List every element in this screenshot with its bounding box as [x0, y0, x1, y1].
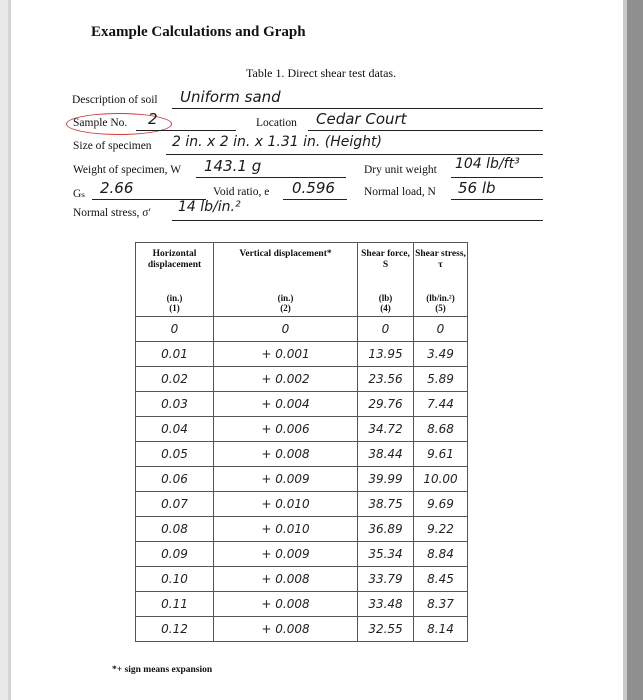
cell-horizontal-displacement: 0.06	[136, 467, 214, 492]
cell-vertical-displacement: + 0.010	[214, 492, 358, 517]
cell-shear-force: 23.56	[358, 367, 414, 392]
weight-line	[196, 177, 346, 178]
weight-value: 143.1 g	[204, 157, 262, 175]
cell-shear-force: 39.99	[358, 467, 414, 492]
table-row	[136, 442, 468, 467]
description-value: Uniform sand	[180, 88, 281, 106]
cell-horizontal-displacement: 0.11	[136, 592, 214, 617]
void-ratio-value: 0.596	[292, 179, 335, 197]
col-header-shear-force: Shear force, S	[358, 243, 414, 288]
table-row	[136, 367, 468, 392]
normal-stress-label: Normal stress, σ′	[73, 207, 152, 219]
col-unit-shear-force	[358, 287, 414, 317]
cell-shear-force: 13.95	[358, 342, 414, 367]
location-line	[308, 130, 543, 131]
description-line	[172, 108, 543, 109]
table-row	[136, 592, 468, 617]
cell-vertical-displacement: + 0.006	[214, 417, 358, 442]
cell-shear-force: 38.44	[358, 442, 414, 467]
cell-horizontal-displacement: 0.12	[136, 617, 214, 642]
normal-load-label: Normal load, N	[364, 186, 436, 198]
cell-vertical-displacement: + 0.009	[214, 542, 358, 567]
col-number: (5)	[435, 303, 446, 313]
void-ratio-label: Void ratio, e	[213, 186, 270, 198]
gs-value: 2.66	[100, 179, 134, 197]
col-unit-vertical	[214, 287, 358, 317]
cell-shear-stress: 10.00	[414, 467, 468, 492]
cell-vertical-displacement: + 0.001	[214, 342, 358, 367]
cell-shear-stress: 8.14	[414, 617, 468, 642]
col-unit-shear-stress	[414, 287, 468, 317]
table-row	[136, 492, 468, 517]
cell-vertical-displacement: + 0.009	[214, 467, 358, 492]
cell-vertical-displacement: 0	[214, 317, 358, 342]
col-header-vertical: Vertical displacement*	[214, 243, 358, 288]
normal-stress-line	[172, 220, 543, 221]
page-edge-left-shadow	[8, 0, 11, 700]
unit-text: (in.)	[166, 293, 183, 303]
unit-text: (lb)	[378, 293, 393, 303]
table-row	[136, 342, 468, 367]
cell-shear-force: 38.75	[358, 492, 414, 517]
table-row	[136, 467, 468, 492]
dry-unit-line	[451, 177, 543, 178]
size-line	[166, 154, 543, 155]
cell-shear-stress: 3.49	[414, 342, 468, 367]
gs-label: Gₛ	[73, 188, 86, 200]
table-unit-row	[136, 287, 468, 317]
table-caption: Table 1. Direct shear test datas.	[246, 66, 397, 80]
cell-horizontal-displacement: 0.07	[136, 492, 214, 517]
cell-vertical-displacement: + 0.008	[214, 442, 358, 467]
cell-horizontal-displacement: 0	[136, 317, 214, 342]
normal-load-value: 56 lb	[458, 179, 496, 197]
table-row	[136, 542, 468, 567]
col-number: (4)	[380, 303, 391, 313]
cell-shear-force: 29.76	[358, 392, 414, 417]
cell-shear-stress: 8.84	[414, 542, 468, 567]
cell-shear-stress: 5.89	[414, 367, 468, 392]
cell-vertical-displacement: + 0.008	[214, 567, 358, 592]
void-ratio-line	[283, 199, 347, 200]
cell-shear-force: 33.79	[358, 567, 414, 592]
cell-shear-force: 36.89	[358, 517, 414, 542]
dry-unit-label: Dry unit weight	[364, 164, 437, 176]
unit-text: (in.)	[277, 293, 294, 303]
sample-line	[136, 130, 236, 131]
col-header-horizontal: Horizontal displacement	[136, 243, 214, 288]
table-row	[136, 617, 468, 642]
cell-vertical-displacement: + 0.008	[214, 617, 358, 642]
weight-label: Weight of specimen, W	[73, 164, 182, 176]
col-header-shear-stress: Shear stress, τ	[414, 243, 468, 288]
page-edge-left	[0, 0, 8, 700]
cell-shear-stress: 7.44	[414, 392, 468, 417]
cell-horizontal-displacement: 0.01	[136, 342, 214, 367]
table-row	[136, 567, 468, 592]
cell-shear-stress: 9.61	[414, 442, 468, 467]
table-row	[136, 517, 468, 542]
cell-shear-stress: 8.68	[414, 417, 468, 442]
table-row	[136, 317, 468, 342]
cell-horizontal-displacement: 0.08	[136, 517, 214, 542]
size-value: 2 in. x 2 in. x 1.31 in. (Height)	[172, 134, 382, 150]
sample-label: Sample No.	[73, 117, 128, 129]
cell-vertical-displacement: + 0.008	[214, 592, 358, 617]
cell-vertical-displacement: + 0.010	[214, 517, 358, 542]
cell-vertical-displacement: + 0.002	[214, 367, 358, 392]
scrollbar-track[interactable]	[627, 0, 643, 700]
cell-shear-stress: 8.37	[414, 592, 468, 617]
size-label: Size of specimen	[73, 140, 152, 152]
table-header-row	[136, 243, 468, 288]
cell-shear-stress: 9.22	[414, 517, 468, 542]
cell-horizontal-displacement: 0.09	[136, 542, 214, 567]
location-label: Location	[256, 117, 297, 129]
cell-shear-force: 0	[358, 317, 414, 342]
cell-shear-force: 32.55	[358, 617, 414, 642]
description-label: Description of soil	[72, 94, 158, 106]
table-row	[136, 392, 468, 417]
cell-shear-stress: 9.69	[414, 492, 468, 517]
cell-shear-force: 34.72	[358, 417, 414, 442]
page-title: Example Calculations and Graph	[91, 24, 306, 40]
cell-horizontal-displacement: 0.05	[136, 442, 214, 467]
location-value: Cedar Court	[316, 110, 407, 128]
normal-load-line	[451, 199, 543, 200]
table-row	[136, 417, 468, 442]
cell-shear-force: 35.34	[358, 542, 414, 567]
cell-horizontal-displacement: 0.04	[136, 417, 214, 442]
direct-shear-table	[135, 242, 468, 642]
dry-unit-value: 104 lb/ft³	[455, 156, 520, 172]
cell-horizontal-displacement: 0.02	[136, 367, 214, 392]
col-number: (1)	[169, 303, 180, 313]
unit-text: (lb/in.²)	[426, 293, 455, 303]
cell-horizontal-displacement: 0.10	[136, 567, 214, 592]
cell-shear-force: 33.48	[358, 592, 414, 617]
cell-horizontal-displacement: 0.03	[136, 392, 214, 417]
cell-vertical-displacement: + 0.004	[214, 392, 358, 417]
sample-value: 2	[148, 110, 158, 128]
normal-stress-value: 14 lb/in.²	[178, 199, 241, 215]
cell-shear-stress: 0	[414, 317, 468, 342]
cell-shear-stress: 8.45	[414, 567, 468, 592]
col-unit-horizontal	[136, 287, 214, 317]
footnote: *+ sign means expansion	[112, 665, 213, 675]
col-number: (2)	[280, 303, 291, 313]
